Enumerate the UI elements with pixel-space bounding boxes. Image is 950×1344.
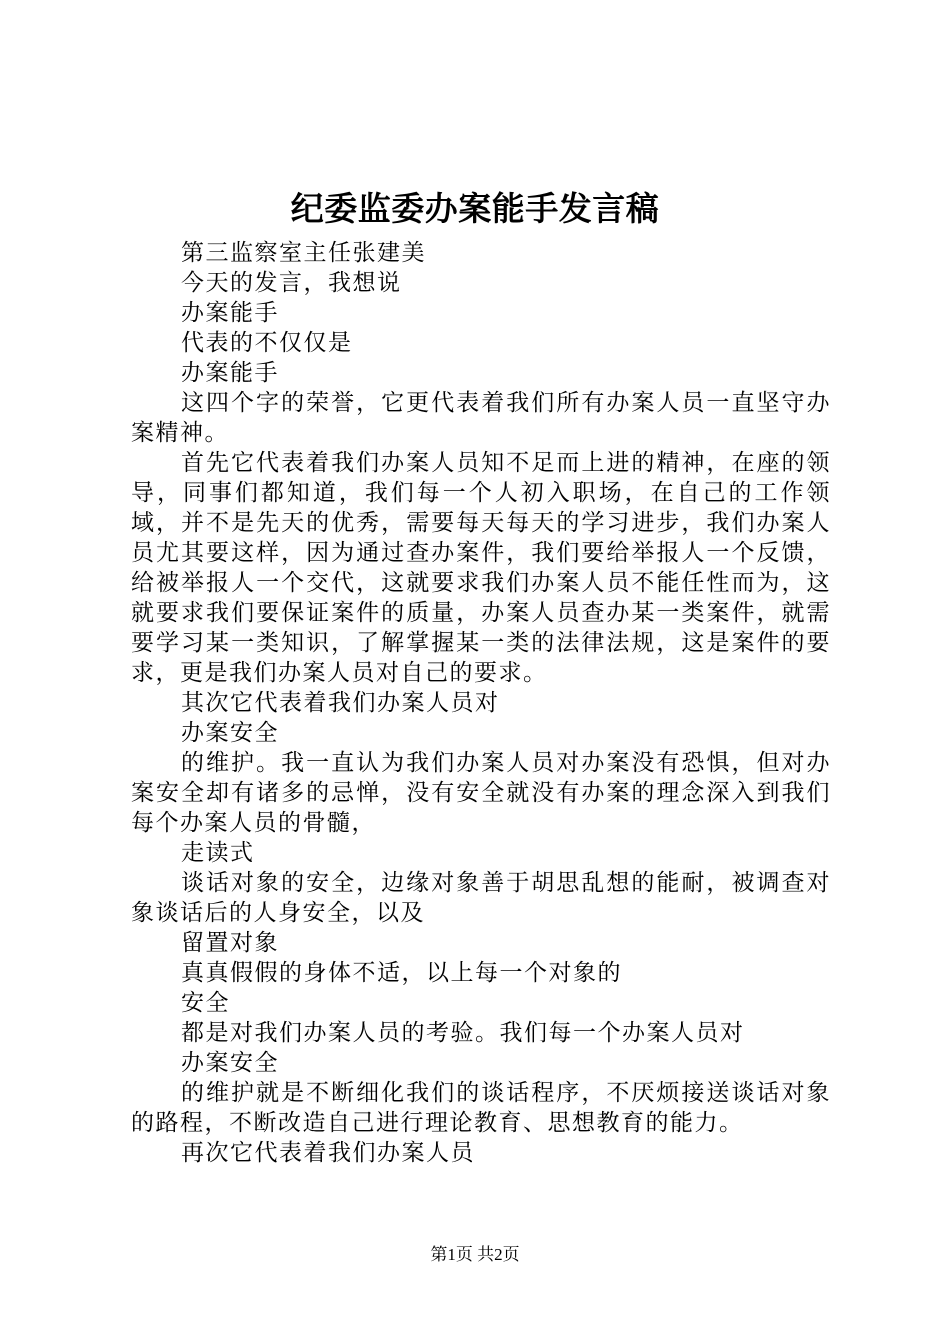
page-number-footer: 第1页 共2页 (430, 1245, 520, 1264)
paragraph: 代表的不仅仅是 (181, 330, 353, 356)
paragraph: 其次它代表着我们办案人员对 (181, 690, 500, 716)
paragraph: 的维护就是不断细化我们的谈话程序，不厌烦接送谈话对象的路程，不断改造自己进行理论教育、思想教育的能力。 (131, 1080, 831, 1136)
paragraph: 办案安全 (181, 720, 279, 746)
paragraph: 这四个字的荣誉，它更代表着我们所有办案人员一直坚守办案精神。 (131, 390, 831, 446)
paragraph: 今天的发言，我想说 (181, 270, 402, 296)
paragraph: 的维护。我一直认为我们办案人员对办案没有恐惧，但对办案安全却有诸多的忌惮，没有安全就没有办案的理念深入到我们每个办案人员的骨髓， (131, 750, 831, 836)
paragraph: 真真假假的身体不适，以上每一个对象的 (181, 960, 622, 986)
paragraph: 首先它代表着我们办案人员知不足而上进的精神，在座的领导，同事们都知道，我们每一个人初入职场，在自己的工作领域，并不是先天的优秀，需要每天每天的学习进步，我们办案人员尤其要这样，因为通过查办案件，我们要给举报人一个反馈，给被举报人一个交代，这就要求我们办案人员不能任性而为，这就要求我们要保证案件的质量，办案人员查办某一类案件，就需要学习某一类知识，了解掌握某一类的法律法规，这是案件的要求，更是我们办案人员对自己的要求。 (131, 450, 831, 686)
paragraph: 办案能手 (181, 360, 279, 386)
paragraph: 谈话对象的安全，边缘对象善于胡思乱想的能耐，被调查对象谈话后的人身安全，以及 (131, 870, 831, 926)
paragraph: 办案能手 (181, 300, 279, 326)
paragraph: 第三监察室主任张建美 (181, 240, 426, 266)
document-body (131, 238, 831, 1168)
paragraph: 都是对我们办案人员的考验。我们每一个办案人员对 (181, 1020, 745, 1046)
paragraph: 走读式 (181, 840, 255, 866)
paragraph: 办案安全 (181, 1050, 279, 1076)
paragraph: 再次它代表着我们办案人员 (181, 1140, 475, 1166)
paragraph: 安全 (181, 990, 230, 1016)
document-title: 纪委监委办案能手发言稿 (290, 189, 660, 228)
paragraph: 留置对象 (181, 930, 279, 956)
